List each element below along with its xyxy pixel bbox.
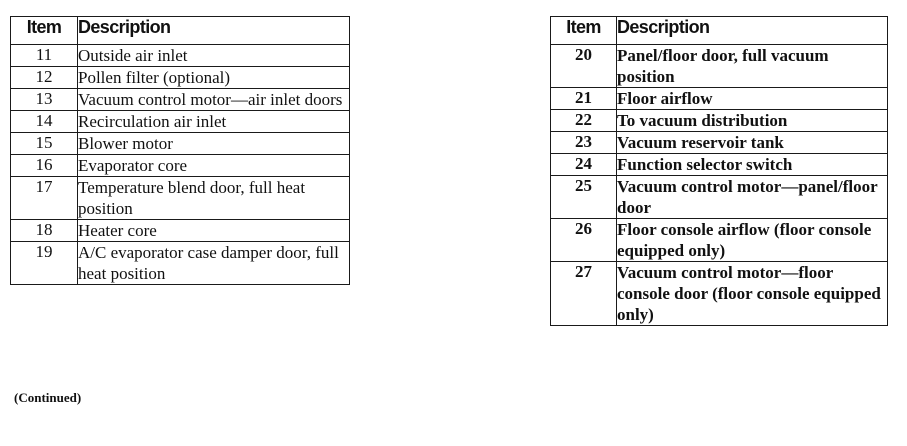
- item-number: 27: [551, 262, 617, 326]
- item-column-header: Item: [551, 17, 617, 45]
- table-row: [11, 177, 350, 220]
- item-number: 19: [11, 242, 78, 285]
- table-row: [11, 133, 350, 155]
- continued-note: (Continued): [14, 390, 82, 405]
- item-number: 18: [11, 220, 78, 242]
- item-description: Vacuum reservoir tank: [617, 132, 888, 154]
- item-column-header: Item: [11, 17, 78, 45]
- item-number: 26: [551, 219, 617, 262]
- item-number: 24: [551, 154, 617, 176]
- item-description: Pollen filter (optional): [78, 67, 350, 89]
- item-number: 12: [11, 67, 78, 89]
- item-description: Floor airflow: [617, 88, 888, 110]
- item-description: Vacuum control motor—panel/floor door: [617, 176, 888, 219]
- item-number: 16: [11, 155, 78, 177]
- item-description: A/C evaporator case damper door, full heat position: [78, 242, 350, 285]
- table-row: [551, 262, 888, 326]
- item-number: 21: [551, 88, 617, 110]
- table-row: [11, 45, 350, 67]
- item-number: 13: [11, 89, 78, 111]
- item-description: Evaporator core: [78, 155, 350, 177]
- item-description: Floor console airflow (floor console equipped only): [617, 219, 888, 262]
- item-description: To vacuum distribution: [617, 110, 888, 132]
- table-row: [11, 220, 350, 242]
- item-description: Blower motor: [78, 133, 350, 155]
- item-number: 17: [11, 177, 78, 220]
- right-legend-table: [550, 16, 888, 326]
- item-description: Panel/floor door, full vacuum position: [617, 45, 888, 88]
- item-number: 14: [11, 111, 78, 133]
- header-row: [11, 17, 350, 45]
- item-number: 23: [551, 132, 617, 154]
- item-number: 20: [551, 45, 617, 88]
- left-legend-table: [10, 16, 350, 285]
- item-number: 25: [551, 176, 617, 219]
- item-description: Vacuum control motor—air inlet doors: [78, 89, 350, 111]
- item-description: Outside air inlet: [78, 45, 350, 67]
- table-row: [11, 89, 350, 111]
- item-number: 11: [11, 45, 78, 67]
- description-column-header: Description: [617, 17, 888, 45]
- table-row: [11, 67, 350, 89]
- item-description: Temperature blend door, full heat position: [78, 177, 350, 220]
- item-description: Function selector switch: [617, 154, 888, 176]
- table-row: [551, 110, 888, 132]
- item-description: Recirculation air inlet: [78, 111, 350, 133]
- table-row: [551, 219, 888, 262]
- table-row: [11, 111, 350, 133]
- table-row: [11, 155, 350, 177]
- item-number: 22: [551, 110, 617, 132]
- item-description: Vacuum control motor—floor console door (floor console equipped only): [617, 262, 888, 326]
- table-row: [551, 176, 888, 219]
- description-column-header: Description: [78, 17, 350, 45]
- table-row: [551, 88, 888, 110]
- item-number: 15: [11, 133, 78, 155]
- table-row: [551, 45, 888, 88]
- table-row: [551, 132, 888, 154]
- item-description: Heater core: [78, 220, 350, 242]
- header-row: [551, 17, 888, 45]
- table-row: [11, 242, 350, 285]
- table-row: [551, 154, 888, 176]
